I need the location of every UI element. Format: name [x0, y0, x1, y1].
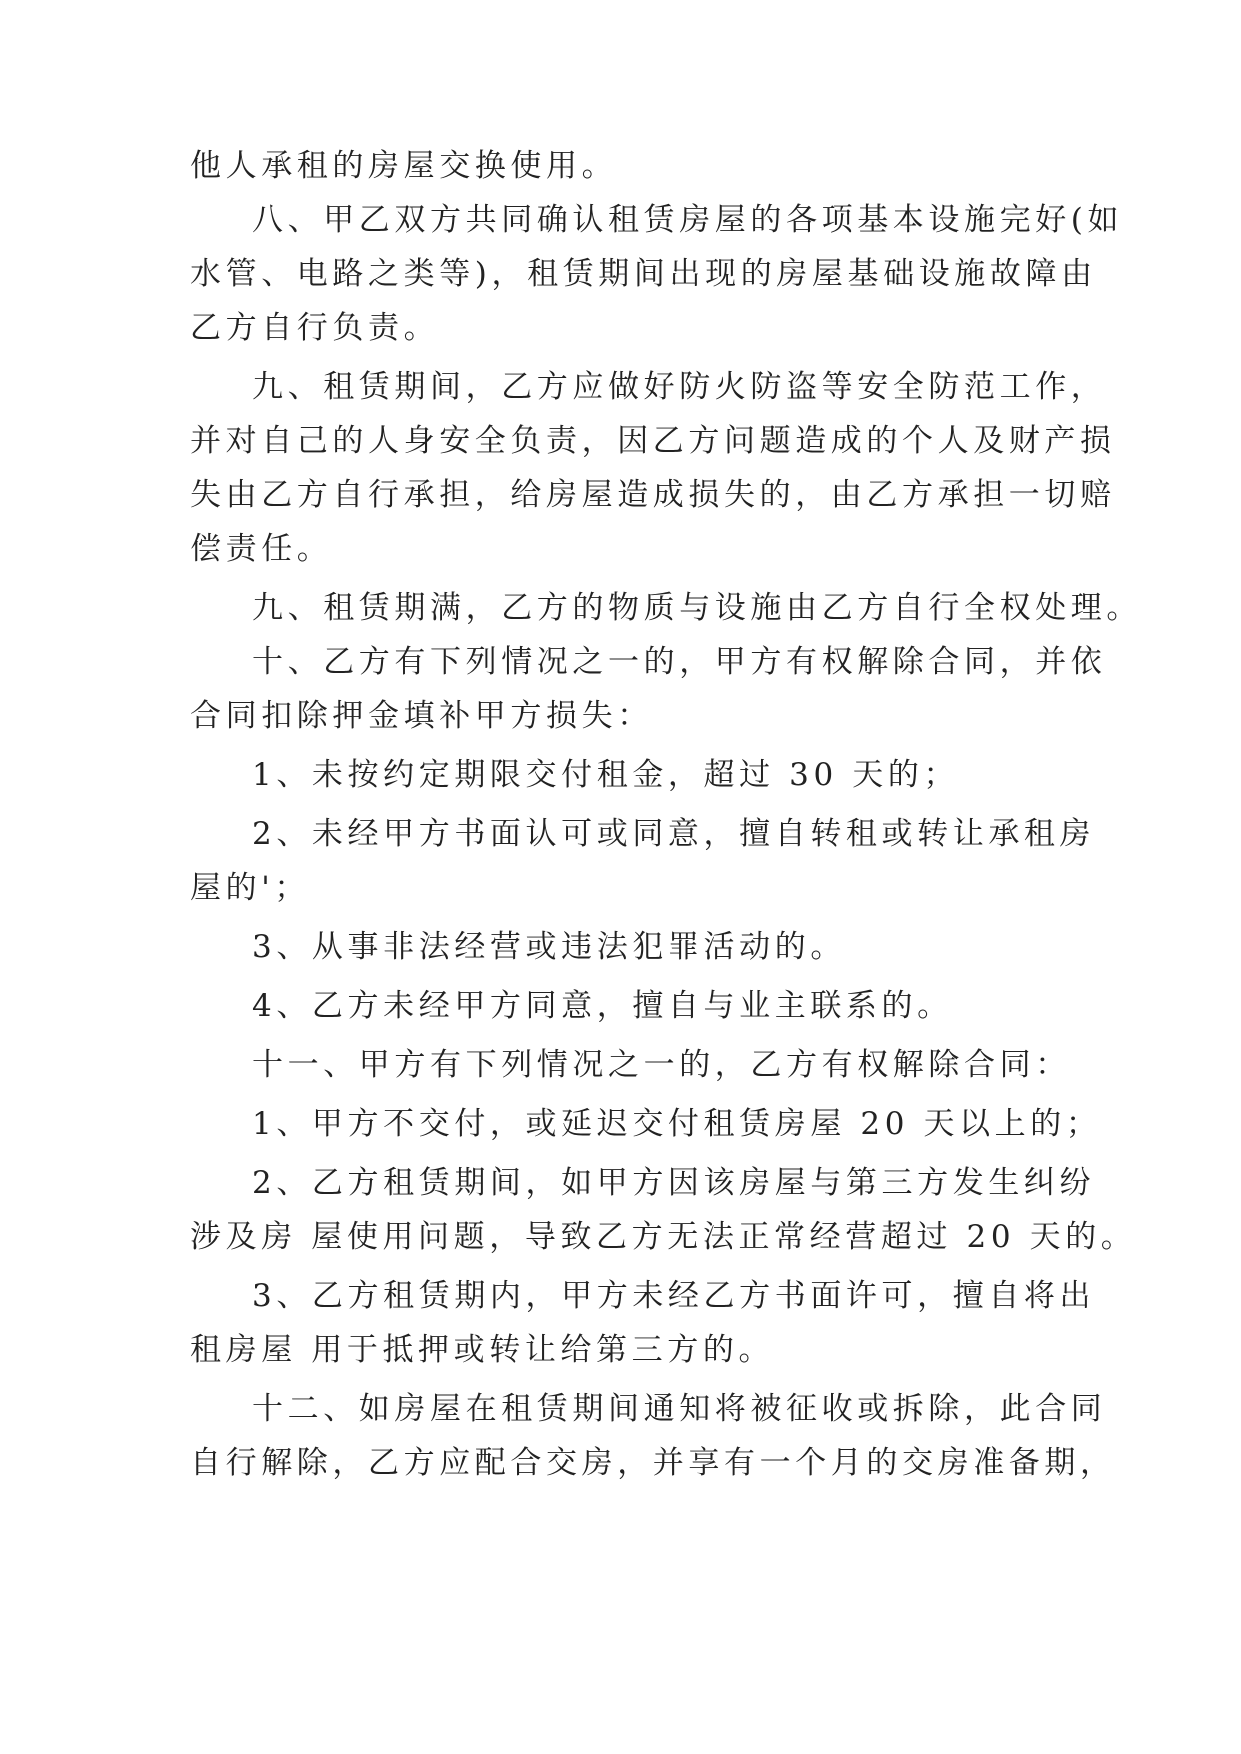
text-line: 4、乙方未经甲方同意，擅自与业主联系的。 — [252, 988, 953, 1024]
text-line: 屋的'； — [190, 870, 310, 906]
text-line: 3、乙方租赁期内，甲方未经乙方书面许可，擅自将出 — [252, 1278, 1096, 1314]
text-line: 八、甲乙双方共同确认租赁房屋的各项基本设施完好(如 — [252, 202, 1124, 238]
text-line: 涉及房 屋使用问题，导致乙方无法正常经营超过 20 天的。 — [190, 1219, 1137, 1255]
text-line: 1、未按约定期限交付租金，超过 30 天的； — [252, 757, 960, 793]
text-line: 十一、甲方有下列情况之一的，乙方有权解除合同： — [252, 1047, 1071, 1083]
text-line: 1、甲方不交付，或延迟交付租赁房屋 20 天以上的； — [252, 1106, 1102, 1142]
text-line: 失由乙方自行承担，给房屋造成损失的，由乙方承担一切赔 — [190, 477, 1116, 513]
text-line: 他人承租的房屋交换使用。 — [190, 148, 618, 184]
text-line: 2、乙方租赁期间，如甲方因该房屋与第三方发生纠纷 — [252, 1165, 1096, 1201]
text-line: 九、租赁期满，乙方的物质与设施由乙方自行全权处理。 — [252, 590, 1142, 626]
text-line: 偿责任。 — [190, 531, 333, 567]
text-line: 并对自己的人身安全负责，因乙方问题造成的个人及财产损 — [190, 423, 1116, 459]
text-line: 租房屋 用于抵押或转让给第三方的。 — [190, 1332, 775, 1368]
text-line: 九、租赁期间，乙方应做好防火防盗等安全防范工作， — [252, 369, 1107, 405]
text-line: 乙方自行负责。 — [190, 310, 440, 346]
text-line: 自行解除，乙方应配合交房，并享有一个月的交房准备期， — [190, 1445, 1116, 1481]
text-line: 2、未经甲方书面认可或同意，擅自转租或转让承租房 — [252, 816, 1096, 852]
text-line: 合同扣除押金填补甲方损失： — [190, 698, 653, 734]
text-line: 十二、如房屋在租赁期间通知将被征收或拆除，此合同 — [252, 1391, 1107, 1427]
text-line: 水管、电路之类等)，租赁期间出现的房屋基础设施故障由 — [190, 256, 1097, 292]
text-line: 十、乙方有下列情况之一的，甲方有权解除合同，并依 — [252, 644, 1107, 680]
text-line: 3、从事非法经营或违法犯罪活动的。 — [252, 929, 846, 965]
